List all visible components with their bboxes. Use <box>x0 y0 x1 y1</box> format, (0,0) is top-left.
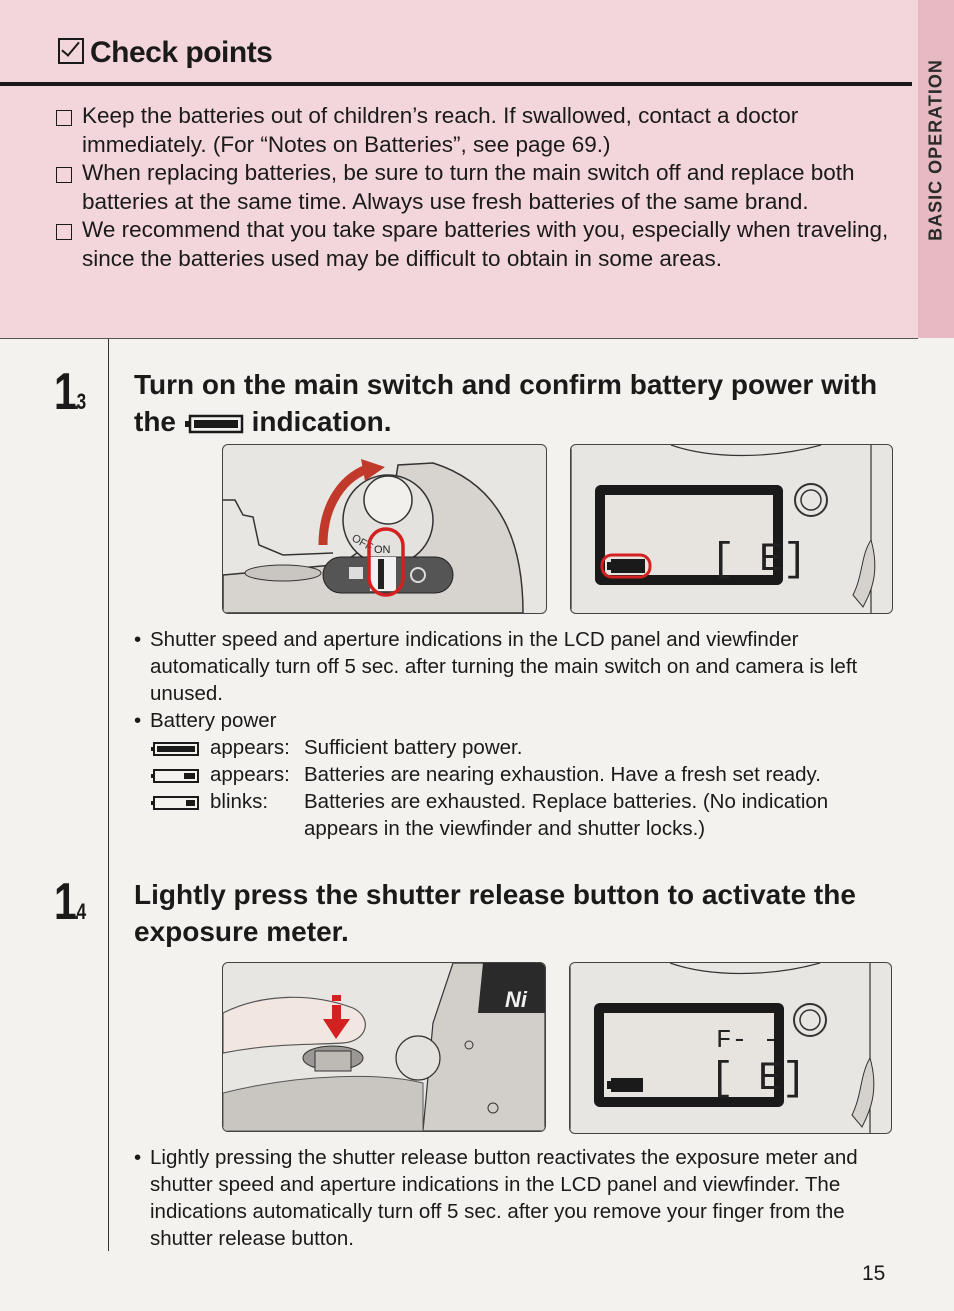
check-points-title <box>58 36 272 70</box>
step-number-main: 1 <box>54 363 75 421</box>
note-bullet: • Shutter speed and aperture indications in the LCD panel and viewfinder automatically turn off 5 sec. after turning the main switch on and camera is left unused. <box>134 626 894 707</box>
table-row <box>150 788 894 842</box>
camera-top-drawing <box>223 445 546 613</box>
table-row <box>150 734 894 761</box>
step-number-main: 1 <box>54 873 75 931</box>
lcd-drawing <box>571 445 892 613</box>
battery-status-table <box>150 734 894 842</box>
step-number-sub: .3 <box>74 389 84 414</box>
shutter-drawing <box>223 963 545 1131</box>
step-number-1-4 <box>54 872 84 932</box>
check-point-text: We recommend that you take spare batteries with you, especially when traveling, since the batteries used may be difficult to obtain in some areas. <box>82 217 889 271</box>
step-divider-line <box>108 339 109 1251</box>
lcd-panel-active-illustration <box>569 962 892 1134</box>
lcd-active-drawing <box>570 963 891 1133</box>
check-point-text: Keep the batteries out of children’s reach. If swallowed, contact a doctor immediately. (For “Notes on Batteries”, see page 69.) <box>82 103 799 157</box>
list-item <box>56 102 906 159</box>
lcd-readout-bottom: [ E] <box>710 1057 807 1102</box>
main-switch-illustration <box>222 444 547 614</box>
step-heading-1-3 <box>134 366 894 440</box>
step-number-1-3 <box>54 362 84 422</box>
step-heading-1-4: Lightly press the shutter release button to activate the exposure meter. <box>134 879 856 947</box>
switch-off-label: OFF <box>349 532 375 554</box>
shutter-release-illustration <box>222 962 546 1132</box>
step-heading-text: Turn on the main switch and confirm battery power with the <box>134 369 878 437</box>
step-1-3-notes <box>134 626 894 842</box>
battery-full-icon <box>184 413 244 435</box>
battery-desc: Batteries are exhausted. Replace batteries. (No indication appears in the viewfinder and shutter locks.) <box>304 790 829 840</box>
battery-desc: Sufficient battery power. <box>304 736 523 759</box>
battery-state: blinks: <box>210 790 269 813</box>
check-points-title-text: Check points <box>90 36 273 69</box>
lcd-panel-illustration <box>570 444 893 614</box>
list-item <box>56 159 906 216</box>
checkbox-icon <box>56 110 72 126</box>
page-number: 15 <box>862 1262 886 1285</box>
checkbox-icon <box>56 224 72 240</box>
step-1-4-notes <box>134 1144 904 1252</box>
section-tab-label: BASIC OPERATION <box>925 59 946 241</box>
note-bullet: • Lightly pressing the shutter release button reactivates the exposure meter and shutter speed and aperture indications in the LCD panel and viewfinder. The indications automatically turn off 5 sec. after you remove your finger from the shutter release button. <box>134 1144 904 1252</box>
check-points-list <box>56 102 906 273</box>
battery-empty-icon <box>150 795 200 811</box>
list-item <box>56 216 906 273</box>
battery-full-icon <box>150 741 200 757</box>
lcd-readout: [ E] <box>711 538 808 583</box>
step-number-sub: .4 <box>74 899 84 924</box>
battery-state: appears: <box>210 763 290 786</box>
camera-badge: Ni <box>505 987 527 1012</box>
check-point-text: When replacing batteries, be sure to turn the main switch off and replace both batteries at the same time. Always use fresh batteries of the same brand. <box>82 160 855 214</box>
battery-desc: Batteries are nearing exhaustion. Have a fresh set ready. <box>304 763 821 786</box>
step-heading-text-end: indication. <box>251 406 392 437</box>
switch-on-label: ON <box>374 544 391 556</box>
battery-state: appears: <box>210 736 290 759</box>
title-rule <box>0 82 912 86</box>
checked-box-icon <box>58 38 84 64</box>
battery-low-icon <box>150 768 200 784</box>
table-row <box>150 761 894 788</box>
checkbox-icon <box>56 167 72 183</box>
battery-power-bullet: • Battery power <box>134 707 894 734</box>
lcd-readout-top: F- - <box>716 1025 779 1055</box>
